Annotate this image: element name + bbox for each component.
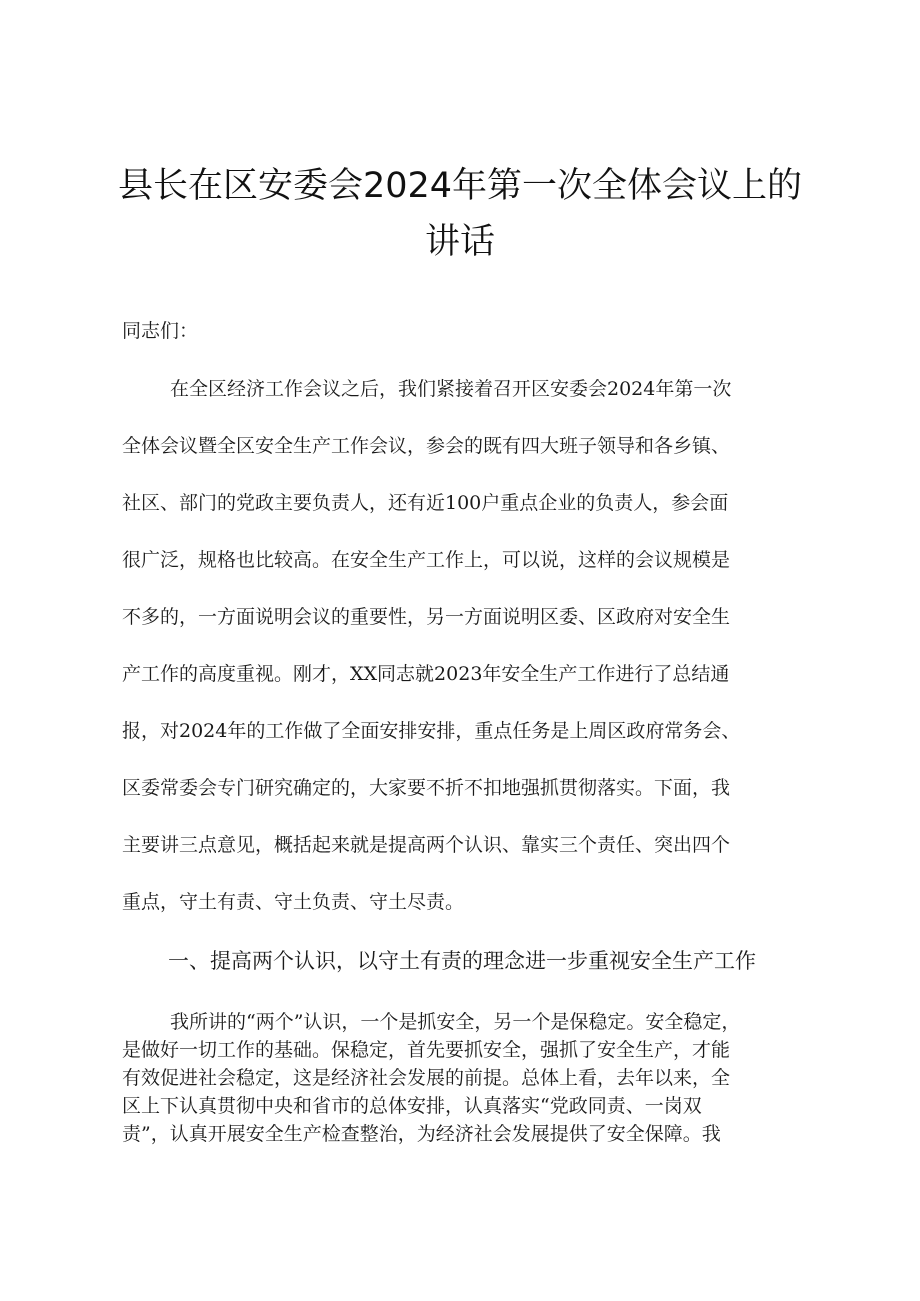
paragraph-line: 产工作的高度重视。刚才，XX同志就2023年安全生产工作进行了总结通 [122,663,730,685]
paragraph-line: 是做好一切工作的基础。保稳定，首先要抓安全，强抓了安全生产，才能 [122,1039,731,1061]
paragraph-line: 区上下认真贯彻中央和省市的总体安排，认真落实“党政同责、一岗双 [122,1095,702,1117]
greeting: 同志们： [122,320,199,342]
paragraph-line: 社区、部门的党政主要负责人，还有近100户重点企业的负责人，参会面 [122,492,729,514]
document-title [100,158,820,270]
paragraph-line: 全体会议暨全区安全生产工作会议，参会的既有四大班子领导和各乡镇、 [122,435,731,457]
paragraph-line: 有效促进社会稳定，这是经济社会发展的前提。总体上看，去年以来，全 [122,1067,731,1089]
paragraph-line: 在全区经济工作会议之后，我们紧接着召开区安委会2024年第一次 [170,378,732,400]
paragraph-line: 报，对2024年的工作做了全面安排安排，重点任务是上周区政府常务会、 [122,720,741,742]
paragraph-line: 很广泛，规格也比较高。在安全生产工作上，可以说，这样的会议规模是 [122,549,731,571]
paragraph-line: 主要讲三点意见，概括起来就是提高两个认识、靠实三个责任、突出四个 [122,834,731,856]
title-line-2: 讲话 [424,222,495,262]
paragraph-line: 责”，认真开展安全生产检查整治，为经济社会发展提供了安全保障。我 [122,1123,721,1145]
paragraph-1 [122,370,802,940]
section-heading: 一、提高两个认识，以守土有责的理念进一步重视安全生产工作 [168,949,756,973]
paragraph-2 [122,1008,802,1148]
paragraph-line: 我所讲的“两个”认识，一个是抓安全，另一个是保稳定。安全稳定， [170,1011,741,1033]
paragraph-line: 不多的，一方面说明会议的重要性，另一方面说明区委、区政府对安全生 [122,606,731,628]
title-line-1: 县长在区安委会2024年第一次全体会议上的 [117,166,803,206]
paragraph-line: 区委常委会专门研究确定的，大家要不折不扣地强抓贯彻落实。下面，我 [122,777,731,799]
paragraph-line: 重点，守土有责、守土负责、守土尽责。 [122,891,465,913]
